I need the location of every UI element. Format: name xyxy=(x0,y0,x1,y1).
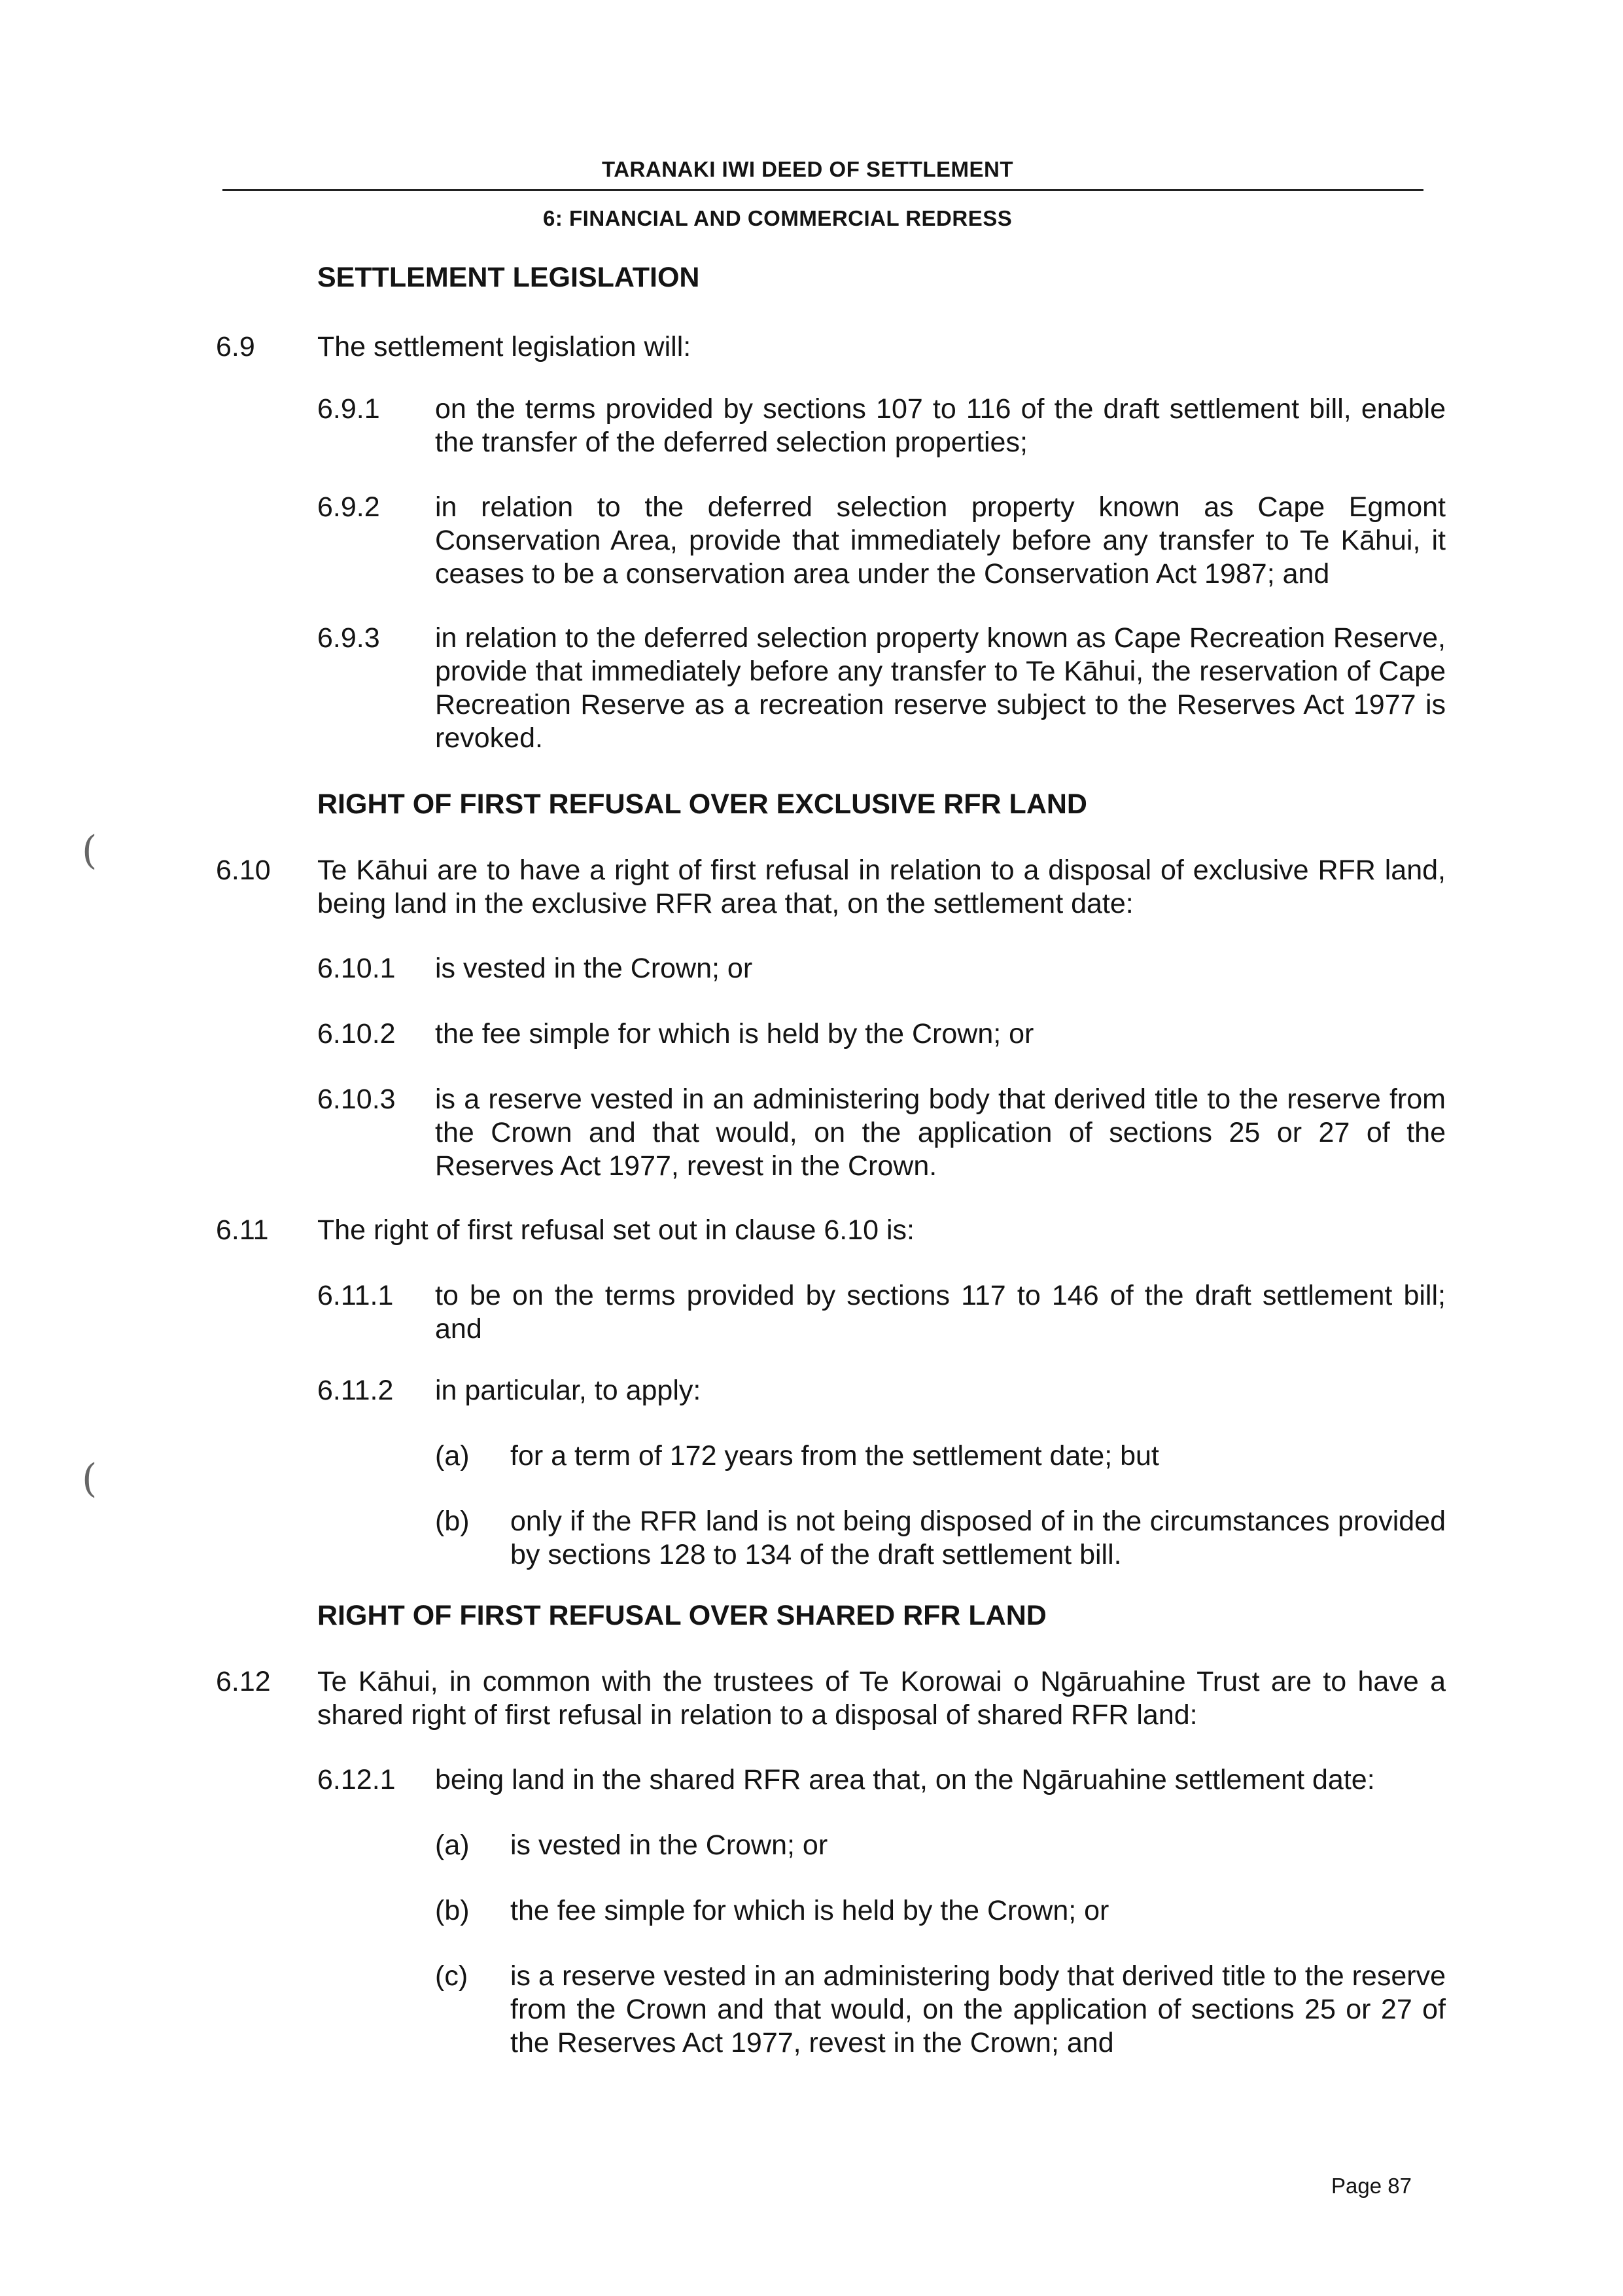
subclause-letter: (a) xyxy=(435,1440,470,1472)
clause-number: 6.12.1 xyxy=(317,1764,396,1795)
heading-settlement-legislation: SETTLEMENT LEGISLATION xyxy=(317,262,700,293)
clause-number: 6.9.1 xyxy=(317,393,380,425)
clause-number: 6.11.2 xyxy=(317,1375,394,1406)
clause-text: Te Kāhui, in common with the trustees of Te Korowai o Ngāruahine Trust are to have a shared right of first refusal in relation to a disposal of shared RFR land: xyxy=(317,1666,1446,1731)
subclause-text: for a term of 172 years from the settlement date; but xyxy=(510,1440,1159,1472)
header-divider xyxy=(222,189,1423,191)
clause-text: in relation to the deferred selection property known as Cape Recreation Reserve, provide that immediately before any transfer to Te Kāhui, the reservation of Cape Recreation Reserve as a recreation reserve subject to the Reserves Act 1977 is revoked. xyxy=(435,622,1446,754)
heading-rfr-shared: RIGHT OF FIRST REFUSAL OVER SHARED RFR LAND xyxy=(317,1600,1047,1631)
clause-text: is a reserve vested in an administering body that derived title to the reserve from the Crown and that would, on the application of sections 25 or 27 of the Reserves Act 1977, revest in the Crown. xyxy=(435,1084,1446,1182)
clause-number: 6.10.3 xyxy=(317,1084,396,1115)
heading-rfr-exclusive: RIGHT OF FIRST REFUSAL OVER EXCLUSIVE RFR LAND xyxy=(317,788,1087,820)
clause-number: 6.11 xyxy=(216,1214,269,1246)
clause-text: is vested in the Crown; or xyxy=(435,953,753,984)
section-title: 6: FINANCIAL AND COMMERCIAL REDRESS xyxy=(543,206,1013,230)
clause-text: in particular, to apply: xyxy=(435,1375,701,1406)
clause-text: being land in the shared RFR area that, on the Ngāruahine settlement date: xyxy=(435,1764,1375,1795)
clause-number: 6.11.1 xyxy=(317,1280,394,1311)
document-title: TARANAKI IWI DEED OF SETTLEMENT xyxy=(602,157,1014,181)
clause-number: 6.10.1 xyxy=(317,953,396,984)
subclause-letter: (a) xyxy=(435,1829,470,1861)
clause-text: The settlement legislation will: xyxy=(317,331,691,362)
margin-bracket-mark: ( xyxy=(82,828,97,874)
clause-number: 6.9 xyxy=(216,331,255,362)
margin-bracket-mark: ( xyxy=(82,1456,97,1502)
subclause-letter: (b) xyxy=(435,1895,470,1926)
subclause-text: is vested in the Crown; or xyxy=(510,1829,828,1861)
subclause-letter: (c) xyxy=(435,1960,468,1992)
clause-number: 6.9.2 xyxy=(317,491,380,523)
subclause-text: is a reserve vested in an administering body that derived title to the reserve from the Crown and that would, on the application of sections 25 or 27 of the Reserves Act 1977, revest in the Crown; and xyxy=(510,1960,1446,2058)
clause-number: 6.10.2 xyxy=(317,1018,396,1050)
clause-text: in relation to the deferred selection property known as Cape Egmont Conservation Area, provide that immediately before any transfer to Te Kāhui, it ceases to be a conservation area under the Conservation Act 1987; and xyxy=(435,491,1446,590)
clause-text: The right of first refusal set out in clause 6.10 is: xyxy=(317,1214,915,1246)
page-number: Page 87 xyxy=(1331,2174,1412,2198)
clause-number: 6.12 xyxy=(216,1666,271,1697)
clause-text: on the terms provided by sections 107 to 116 of the draft settlement bill, enable the transfer of the deferred selection properties; xyxy=(435,393,1446,458)
clause-number: 6.9.3 xyxy=(317,622,380,654)
subclause-letter: (b) xyxy=(435,1506,470,1537)
subclause-text: the fee simple for which is held by the Crown; or xyxy=(510,1895,1109,1926)
clause-text: Te Kāhui are to have a right of first refusal in relation to a disposal of exclusive RFR land, being land in the exclusive RFR area that, on the settlement date: xyxy=(317,855,1446,919)
clause-number: 6.10 xyxy=(216,855,271,886)
clause-text: the fee simple for which is held by the Crown; or xyxy=(435,1018,1034,1050)
subclause-text: only if the RFR land is not being disposed of in the circumstances provided by sections 128 to 134 of the draft settlement bill. xyxy=(510,1506,1446,1570)
clause-text: to be on the terms provided by sections 117 to 146 of the draft settlement bill; and xyxy=(435,1280,1446,1345)
